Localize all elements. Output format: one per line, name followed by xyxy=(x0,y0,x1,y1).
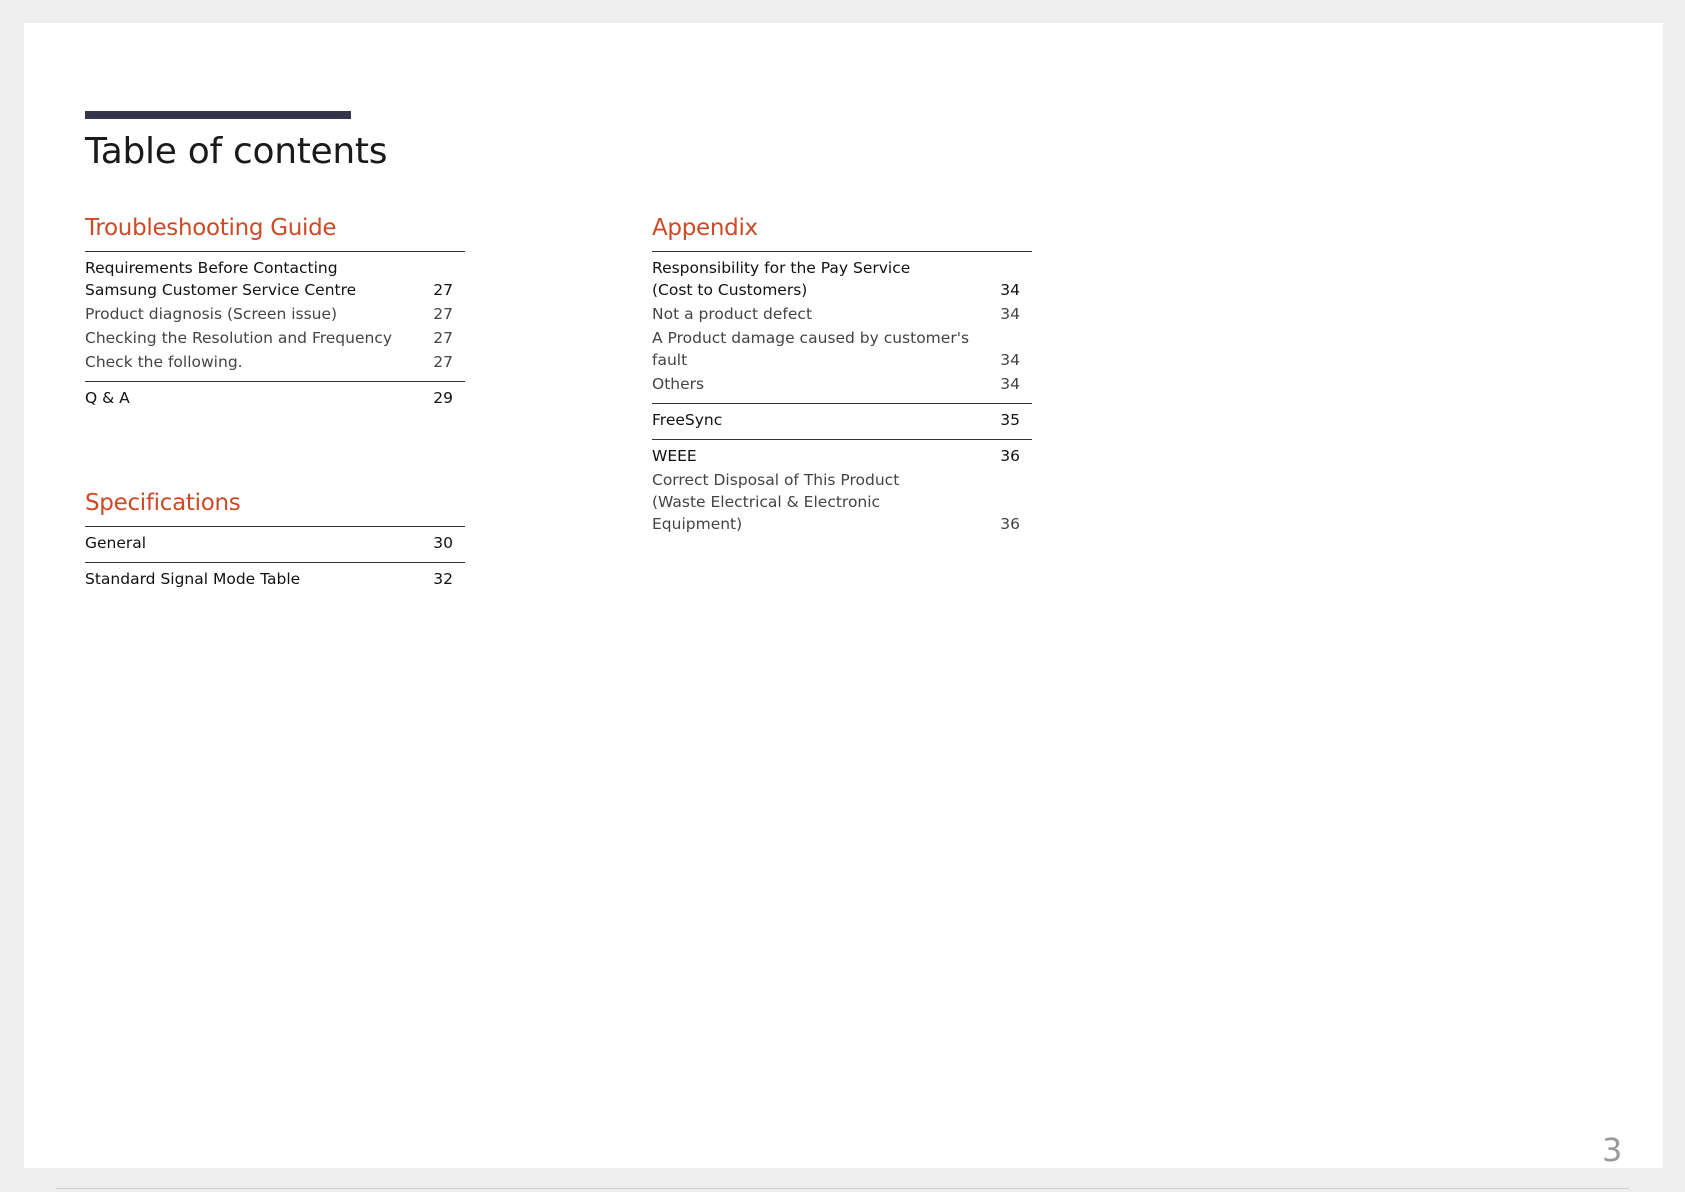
toc-entry[interactable] xyxy=(652,327,1032,371)
toc-group xyxy=(652,403,1032,439)
page-number: 3 xyxy=(1602,1131,1623,1169)
toc-entry[interactable] xyxy=(652,303,1032,325)
toc-entry-page: 27 xyxy=(433,305,453,323)
section-title: Troubleshooting Guide xyxy=(85,215,337,241)
page-title: Table of contents xyxy=(85,131,388,172)
section-troubleshooting xyxy=(85,213,465,417)
toc-entry-page: 36 xyxy=(1000,447,1020,465)
toc-entry-page: 34 xyxy=(1000,281,1020,299)
toc-group xyxy=(85,526,465,562)
toc-entry-page: 27 xyxy=(433,281,453,299)
document-page xyxy=(24,23,1663,1168)
section-title: Appendix xyxy=(652,215,758,241)
toc-entry[interactable] xyxy=(85,351,465,373)
toc-group xyxy=(85,251,465,381)
toc-entry[interactable] xyxy=(85,568,465,590)
toc-entry[interactable] xyxy=(652,445,1032,467)
toc-entry-label: Correct Disposal of This Product (Waste Electrical & Electronic Equipment) xyxy=(652,471,900,533)
section-title: Specifications xyxy=(85,490,241,516)
section-specifications xyxy=(85,488,465,598)
toc-entry-label: Q & A xyxy=(85,389,130,407)
toc-entry[interactable] xyxy=(85,532,465,554)
toc-entry-page: 34 xyxy=(1000,305,1020,323)
toc-entry[interactable] xyxy=(85,257,465,301)
toc-entry-label: Others xyxy=(652,375,705,393)
toc-entry-label: FreeSync xyxy=(652,411,723,429)
toc-entry-label: Requirements Before Contacting Samsung Customer Service Centre xyxy=(85,259,357,299)
toc-entry-label: Standard Signal Mode Table xyxy=(85,570,301,588)
toc-entry[interactable] xyxy=(85,387,465,409)
toc-entry[interactable] xyxy=(652,257,1032,301)
toc-group xyxy=(652,251,1032,403)
toc-entry[interactable] xyxy=(652,409,1032,431)
bottom-divider xyxy=(56,1188,1629,1189)
toc-entry-page: 32 xyxy=(433,570,453,588)
toc-entry-label: Check the following. xyxy=(85,353,243,371)
toc-entry-label: Product diagnosis (Screen issue) xyxy=(85,305,338,323)
section-appendix xyxy=(652,213,1032,543)
toc-entry-label: Responsibility for the Pay Service (Cost to Customers) xyxy=(652,259,911,299)
toc-entry-page: 34 xyxy=(1000,351,1020,369)
toc-group xyxy=(85,562,465,598)
toc-entry-label: Not a product defect xyxy=(652,305,813,323)
toc-entry-label: Checking the Resolution and Frequency xyxy=(85,329,393,347)
toc-entry[interactable] xyxy=(85,303,465,325)
toc-group xyxy=(652,439,1032,543)
toc-entry-page: 29 xyxy=(433,389,453,407)
title-accent-bar xyxy=(85,111,351,119)
toc-group xyxy=(85,381,465,417)
toc-entry-page: 35 xyxy=(1000,411,1020,429)
toc-entry[interactable] xyxy=(652,469,1032,535)
toc-entry-page: 30 xyxy=(433,534,453,552)
toc-entry-page: 27 xyxy=(433,353,453,371)
toc-entry-label: WEEE xyxy=(652,447,697,465)
toc-entry[interactable] xyxy=(85,327,465,349)
toc-entry-label: General xyxy=(85,534,147,552)
toc-entry-page: 36 xyxy=(1000,515,1020,533)
toc-entry-page: 27 xyxy=(433,329,453,347)
toc-entry[interactable] xyxy=(652,373,1032,395)
toc-entry-page: 34 xyxy=(1000,375,1020,393)
toc-entry-label: A Product damage caused by customer's fault xyxy=(652,329,970,369)
